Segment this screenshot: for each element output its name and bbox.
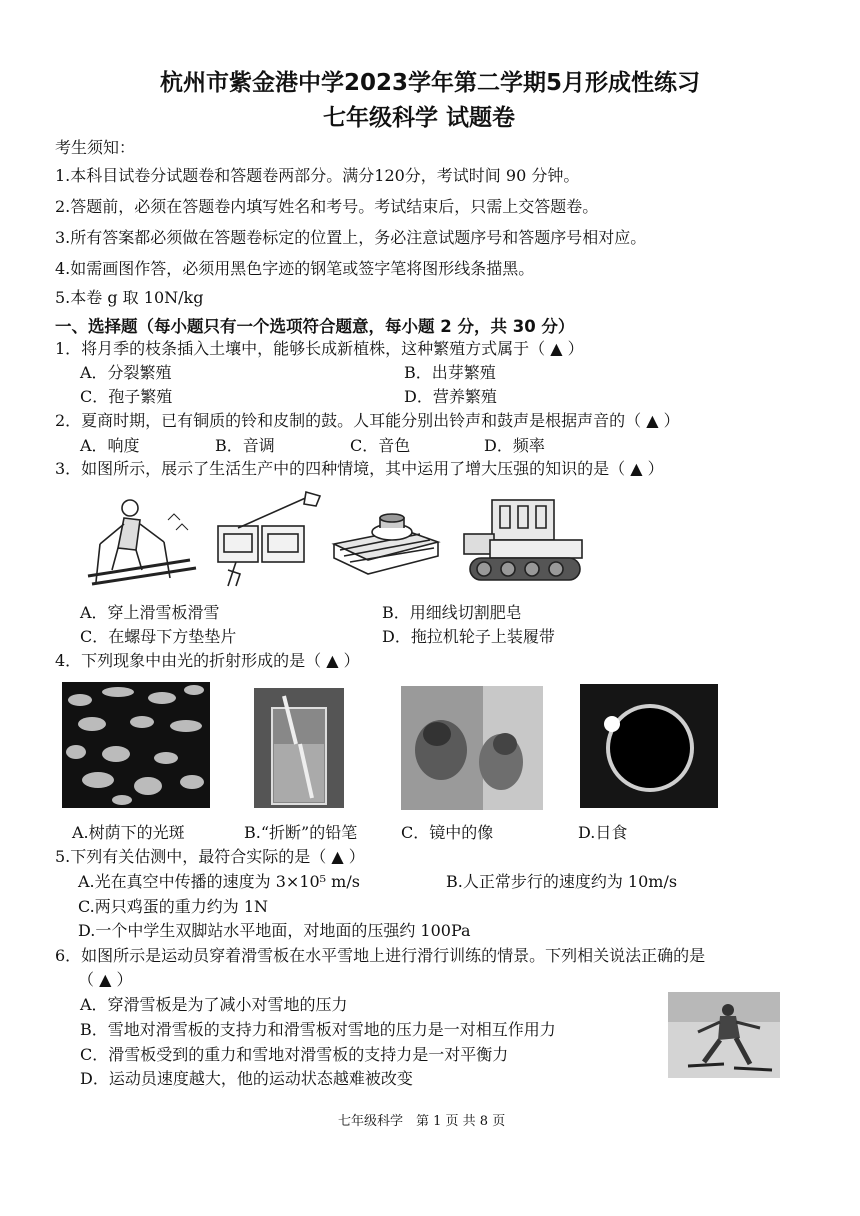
bent-pencil-photo — [254, 688, 344, 808]
question-4-option-a: A.树荫下的光斑 — [72, 823, 185, 842]
question-3-stem: 3．如图所示，展示了生活生产中的四种情境，其中运用了增大压强的知识的是（ ▲ ） — [55, 459, 664, 478]
question-5-option-b: B.人正常步行的速度约为 10m/s — [446, 872, 678, 891]
question-2-option-d: D．频率 — [484, 436, 545, 455]
solar-eclipse-photo — [580, 684, 718, 808]
question-1-option-c: C．孢子繁殖 — [80, 387, 173, 406]
question-6-option-c: C．滑雪板受到的重力和雪地对滑雪板的支持力是一对平衡力 — [80, 1045, 509, 1064]
question-1-option-d: D．营养繁殖 — [404, 387, 497, 406]
question-4-stem: 4．下列现象中由光的折射形成的是（ ▲ ） — [55, 651, 360, 670]
tractor-illustration — [460, 490, 584, 590]
nut-washer-illustration — [330, 500, 442, 580]
notice-item: 4.如需画图作答，必须用黑色字迹的钢笔或签字笔将图形线条描黑。 — [55, 259, 535, 278]
soap-cutting-illustration — [208, 490, 326, 590]
dog-mirror-photo — [401, 686, 543, 810]
question-1-option-a: A．分裂繁殖 — [80, 363, 172, 382]
question-6-stem: 6．如图所示是运动员穿着滑雪板在水平雪地上进行滑行训练的情景。下列相关说法正确的是 — [55, 946, 706, 965]
notice-item: 3.所有答案都必须做在答题卷标定的位置上，务必注意试题序号和答题序号相对应。 — [55, 228, 647, 247]
question-4-option-c: C．镜中的像 — [401, 823, 494, 842]
page-subtitle: 七年级科学 试题卷 — [323, 105, 516, 131]
question-6-option-b: B．雪地对滑雪板的支持力和滑雪板对雪地的压力是一对相互作用力 — [80, 1020, 556, 1039]
light-spots-photo — [62, 682, 210, 808]
section-heading: 一、选择题（每小题只有一个选项符合题意，每小题 2 分，共 30 分） — [55, 317, 575, 336]
question-2-option-c: C．音色 — [350, 436, 411, 455]
notice-item: 1.本科目试卷分试题卷和答题卷两部分。满分120分，考试时间 90 分钟。 — [55, 166, 580, 185]
question-3-option-c: C．在螺母下方垫垫片 — [80, 627, 237, 646]
question-3-option-b: B．用细线切割肥皂 — [382, 603, 522, 622]
question-5-option-c: C.两只鸡蛋的重力约为 1N — [78, 897, 269, 916]
skier-training-photo — [668, 992, 780, 1078]
notice-item: 2.答题前，必须在答题卷内填写姓名和考号。考试结束后，只需上交答题卷。 — [55, 197, 599, 216]
question-6-answer-blank: （ ▲ ） — [78, 970, 133, 989]
question-1-stem: 1．将月季的枝条插入土壤中，能够长成新植株，这种繁殖方式属于（ ▲ ） — [55, 339, 584, 358]
question-5-stem: 5.下列有关估测中，最符合实际的是（ ▲ ） — [55, 847, 365, 866]
notice-heading: 考生须知： — [55, 138, 136, 157]
question-3-option-d: D．拖拉机轮子上装履带 — [382, 627, 555, 646]
page-footer: 七年级科学 第 1 页 共 8 页 — [338, 1114, 506, 1129]
question-6-option-d: D．运动员速度越大，他的运动状态越难被改变 — [80, 1069, 413, 1088]
question-3-option-a: A．穿上滑雪板滑雪 — [80, 603, 220, 622]
question-5-option-d: D.一个中学生双脚站水平地面，对地面的压强约 100Pa — [78, 921, 471, 940]
question-6-option-a: A．穿滑雪板是为了减小对雪地的压力 — [80, 995, 348, 1014]
page-title: 杭州市紫金港中学2023学年第二学期5月形成性练习 — [160, 70, 701, 96]
question-1-option-b: B．出芽繁殖 — [404, 363, 496, 382]
question-5-option-a: A.光在真空中传播的速度为 3×10⁵ m/s — [78, 872, 360, 891]
skier-illustration — [78, 490, 200, 590]
question-2-stem: 2．夏商时期，已有铜质的铃和皮制的鼓。人耳能分别出铃声和鼓声是根据声音的（ ▲ ） — [55, 411, 680, 430]
question-2-option-a: A．响度 — [80, 436, 140, 455]
question-4-option-b: B.“折断”的铅笔 — [244, 823, 358, 842]
question-4-option-d: D.日食 — [578, 823, 628, 842]
question-2-option-b: B．音调 — [215, 436, 275, 455]
notice-item: 5.本卷 g 取 10N/kg — [55, 288, 204, 307]
